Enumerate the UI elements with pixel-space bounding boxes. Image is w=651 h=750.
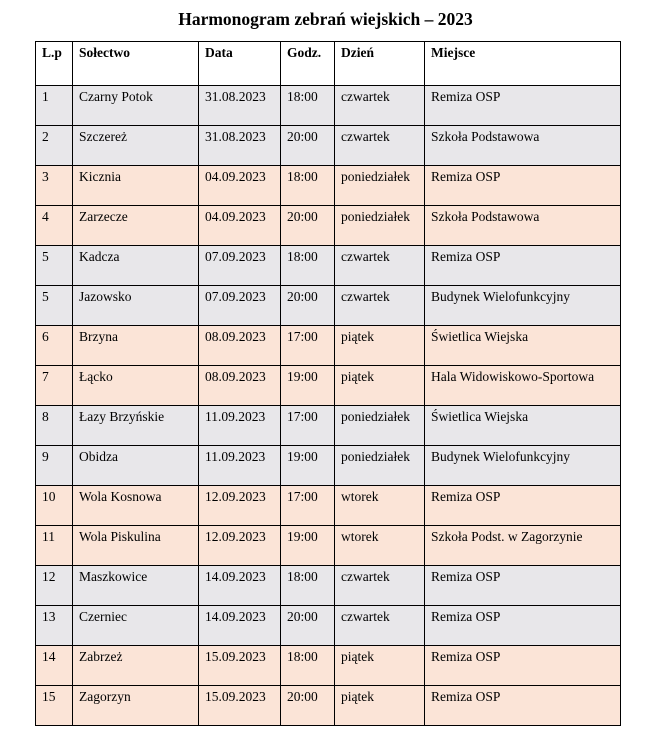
cell-solectwo: Kadcza <box>73 246 199 286</box>
cell-data: 08.09.2023 <box>199 326 281 366</box>
cell-data: 08.09.2023 <box>199 366 281 406</box>
cell-solectwo: Zagorzyn <box>73 686 199 726</box>
cell-solectwo: Zarzecze <box>73 206 199 246</box>
cell-miejsce: Remiza OSP <box>425 246 621 286</box>
cell-solectwo: Łazy Brzyńskie <box>73 406 199 446</box>
cell-dzien: wtorek <box>335 526 425 566</box>
cell-miejsce: Świetlica Wiejska <box>425 406 621 446</box>
cell-miejsce: Szkoła Podstawowa <box>425 206 621 246</box>
cell-godz: 19:00 <box>281 446 335 486</box>
cell-data: 04.09.2023 <box>199 166 281 206</box>
cell-miejsce: Remiza OSP <box>425 166 621 206</box>
cell-dzien: czwartek <box>335 126 425 166</box>
table-row <box>36 86 621 126</box>
cell-data: 12.09.2023 <box>199 526 281 566</box>
cell-data: 11.09.2023 <box>199 406 281 446</box>
cell-godz: 18:00 <box>281 646 335 686</box>
cell-lp: 4 <box>36 206 73 246</box>
cell-lp: 12 <box>36 566 73 606</box>
cell-data: 15.09.2023 <box>199 646 281 686</box>
cell-godz: 20:00 <box>281 206 335 246</box>
cell-lp: 9 <box>36 446 73 486</box>
table-row <box>36 326 621 366</box>
cell-lp: 7 <box>36 366 73 406</box>
cell-dzien: czwartek <box>335 286 425 326</box>
cell-dzien: czwartek <box>335 246 425 286</box>
cell-solectwo: Łącko <box>73 366 199 406</box>
cell-solectwo: Zabrzeż <box>73 646 199 686</box>
cell-miejsce: Remiza OSP <box>425 486 621 526</box>
cell-solectwo: Obidza <box>73 446 199 486</box>
cell-godz: 18:00 <box>281 566 335 606</box>
cell-godz: 19:00 <box>281 366 335 406</box>
cell-miejsce: Remiza OSP <box>425 86 621 126</box>
table-row <box>36 606 621 646</box>
table-header-row <box>36 42 621 86</box>
page-title: Harmonogram zebrań wiejskich – 2023 <box>178 9 473 29</box>
cell-dzien: poniedziałek <box>335 406 425 446</box>
cell-godz: 19:00 <box>281 526 335 566</box>
cell-miejsce: Budynek Wielofunkcyjny <box>425 286 621 326</box>
cell-dzien: czwartek <box>335 606 425 646</box>
cell-lp: 11 <box>36 526 73 566</box>
header-miejsce: Miejsce <box>425 42 621 86</box>
table-row <box>36 686 621 726</box>
cell-data: 14.09.2023 <box>199 606 281 646</box>
cell-data: 11.09.2023 <box>199 446 281 486</box>
cell-lp: 2 <box>36 126 73 166</box>
cell-dzien: piątek <box>335 646 425 686</box>
cell-data: 04.09.2023 <box>199 206 281 246</box>
cell-godz: 20:00 <box>281 606 335 646</box>
schedule-table <box>35 41 621 726</box>
cell-dzien: poniedziałek <box>335 446 425 486</box>
table-row <box>36 566 621 606</box>
cell-solectwo: Brzyna <box>73 326 199 366</box>
cell-dzien: czwartek <box>335 566 425 606</box>
cell-miejsce: Hala Widowiskowo-Sportowa <box>425 366 621 406</box>
cell-miejsce: Remiza OSP <box>425 606 621 646</box>
cell-dzien: poniedziałek <box>335 166 425 206</box>
cell-solectwo: Kicznia <box>73 166 199 206</box>
cell-godz: 20:00 <box>281 686 335 726</box>
cell-lp: 5 <box>36 286 73 326</box>
cell-godz: 18:00 <box>281 166 335 206</box>
cell-godz: 17:00 <box>281 486 335 526</box>
cell-dzien: piątek <box>335 366 425 406</box>
cell-solectwo: Jazowsko <box>73 286 199 326</box>
cell-dzien: piątek <box>335 686 425 726</box>
cell-miejsce: Szkoła Podst. w Zagorzynie <box>425 526 621 566</box>
cell-solectwo: Maszkowice <box>73 566 199 606</box>
header-dzien: Dzień <box>335 42 425 86</box>
cell-data: 07.09.2023 <box>199 246 281 286</box>
cell-miejsce: Świetlica Wiejska <box>425 326 621 366</box>
cell-solectwo: Szczereż <box>73 126 199 166</box>
header-godz: Godz. <box>281 42 335 86</box>
cell-lp: 14 <box>36 646 73 686</box>
table-row <box>36 126 621 166</box>
cell-data: 15.09.2023 <box>199 686 281 726</box>
cell-data: 12.09.2023 <box>199 486 281 526</box>
table-row <box>36 406 621 446</box>
cell-godz: 20:00 <box>281 286 335 326</box>
table-row <box>36 286 621 326</box>
cell-lp: 10 <box>36 486 73 526</box>
cell-godz: 18:00 <box>281 246 335 286</box>
header-solectwo: Sołectwo <box>73 42 199 86</box>
cell-miejsce: Budynek Wielofunkcyjny <box>425 446 621 486</box>
cell-godz: 17:00 <box>281 406 335 446</box>
cell-godz: 17:00 <box>281 326 335 366</box>
table-row <box>36 366 621 406</box>
table-row <box>36 446 621 486</box>
cell-solectwo: Wola Piskulina <box>73 526 199 566</box>
cell-miejsce: Szkoła Podstawowa <box>425 126 621 166</box>
cell-solectwo: Czerniec <box>73 606 199 646</box>
cell-dzien: czwartek <box>335 86 425 126</box>
table-row <box>36 206 621 246</box>
cell-data: 07.09.2023 <box>199 286 281 326</box>
cell-godz: 20:00 <box>281 126 335 166</box>
cell-lp: 15 <box>36 686 73 726</box>
cell-lp: 1 <box>36 86 73 126</box>
cell-dzien: poniedziałek <box>335 206 425 246</box>
cell-lp: 3 <box>36 166 73 206</box>
cell-godz: 18:00 <box>281 86 335 126</box>
header-data: Data <box>199 42 281 86</box>
cell-dzien: piątek <box>335 326 425 366</box>
cell-data: 31.08.2023 <box>199 86 281 126</box>
table-row <box>36 646 621 686</box>
cell-data: 31.08.2023 <box>199 126 281 166</box>
cell-data: 14.09.2023 <box>199 566 281 606</box>
table-row <box>36 246 621 286</box>
table-row <box>36 486 621 526</box>
header-lp: L.p <box>36 42 73 86</box>
cell-solectwo: Wola Kosnowa <box>73 486 199 526</box>
cell-miejsce: Remiza OSP <box>425 646 621 686</box>
cell-lp: 8 <box>36 406 73 446</box>
table-row <box>36 166 621 206</box>
table-body <box>36 86 621 726</box>
cell-dzien: wtorek <box>335 486 425 526</box>
cell-miejsce: Remiza OSP <box>425 686 621 726</box>
cell-lp: 6 <box>36 326 73 366</box>
table-row <box>36 526 621 566</box>
cell-lp: 5 <box>36 246 73 286</box>
cell-miejsce: Remiza OSP <box>425 566 621 606</box>
cell-lp: 13 <box>36 606 73 646</box>
cell-solectwo: Czarny Potok <box>73 86 199 126</box>
